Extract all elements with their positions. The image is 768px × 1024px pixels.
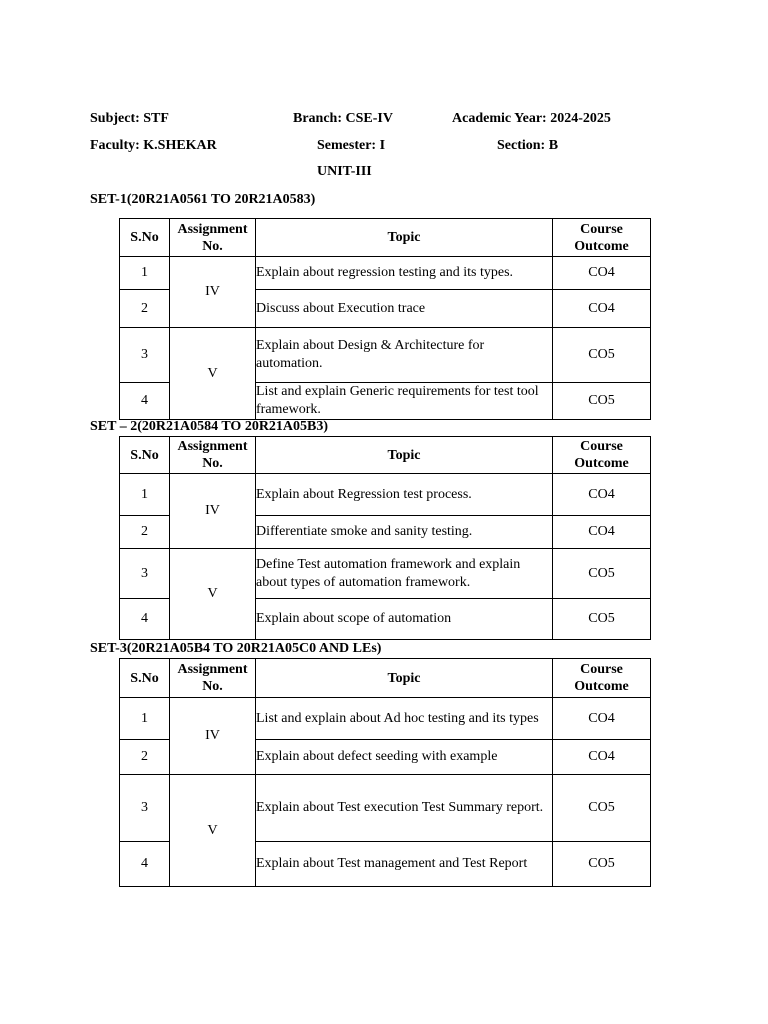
section-label: Section: B bbox=[497, 138, 559, 153]
sno-cell: 4 bbox=[120, 383, 170, 420]
col-topic-header: Topic bbox=[256, 219, 553, 257]
assignment-cell: V bbox=[170, 775, 256, 887]
sno-cell: 2 bbox=[120, 516, 170, 549]
outcome-cell: CO4 bbox=[553, 516, 651, 549]
sno-cell: 2 bbox=[120, 740, 170, 775]
table-row bbox=[120, 257, 651, 290]
table-header-row bbox=[120, 219, 651, 257]
outcome-cell: CO4 bbox=[553, 290, 651, 328]
table-row bbox=[120, 775, 651, 842]
sno-cell: 3 bbox=[120, 775, 170, 842]
topic-cell: Differentiate smoke and sanity testing. bbox=[256, 516, 553, 549]
topic-cell: Discuss about Execution trace bbox=[256, 290, 553, 328]
sno-cell: 1 bbox=[120, 698, 170, 740]
assignment-cell: IV bbox=[170, 257, 256, 328]
table-header-row bbox=[120, 437, 651, 474]
sno-cell: 4 bbox=[120, 842, 170, 887]
topic-cell: Explain about Design & Architecture for automation. bbox=[256, 328, 553, 383]
sno-cell: 4 bbox=[120, 599, 170, 640]
topic-cell: Define Test automation framework and explain about types of automation framework. bbox=[256, 549, 553, 599]
topic-cell: List and explain about Ad hoc testing and its types bbox=[256, 698, 553, 740]
set-3-title: SET-3(20R21A05B4 TO 20R21A05C0 AND LEs) bbox=[90, 641, 382, 656]
sno-cell: 3 bbox=[120, 328, 170, 383]
sno-cell: 3 bbox=[120, 549, 170, 599]
branch-label: Branch: CSE-IV bbox=[293, 111, 393, 126]
topic-cell: Explain about regression testing and its types. bbox=[256, 257, 553, 290]
table-row bbox=[120, 549, 651, 599]
table-header-row bbox=[120, 659, 651, 698]
assignment-cell: IV bbox=[170, 698, 256, 775]
col-topic-header: Topic bbox=[256, 659, 553, 698]
col-outcome-header: Course Outcome bbox=[553, 659, 651, 698]
col-outcome-header: Course Outcome bbox=[553, 437, 651, 474]
topic-cell: Explain about defect seeding with example bbox=[256, 740, 553, 775]
semester-label: Semester: I bbox=[317, 138, 386, 153]
outcome-cell: CO4 bbox=[553, 474, 651, 516]
col-sno-header: S.No bbox=[120, 219, 170, 257]
table-row bbox=[120, 474, 651, 516]
col-topic-header: Topic bbox=[256, 437, 553, 474]
set-1-title: SET-1(20R21A0561 TO 20R21A0583) bbox=[90, 192, 316, 207]
outcome-cell: CO5 bbox=[553, 775, 651, 842]
table-row bbox=[120, 328, 651, 383]
outcome-cell: CO5 bbox=[553, 599, 651, 640]
topic-cell: Explain about scope of automation bbox=[256, 599, 553, 640]
academic-year-label: Academic Year: 2024-2025 bbox=[452, 111, 611, 126]
sno-cell: 1 bbox=[120, 474, 170, 516]
assignment-cell: V bbox=[170, 328, 256, 420]
table-row bbox=[120, 698, 651, 740]
outcome-cell: CO5 bbox=[553, 383, 651, 420]
topic-cell: Explain about Test execution Test Summary report. bbox=[256, 775, 553, 842]
topic-cell: List and explain Generic requirements for test tool framework. bbox=[256, 383, 553, 420]
col-sno-header: S.No bbox=[120, 659, 170, 698]
topic-cell: Explain about Test management and Test Report bbox=[256, 842, 553, 887]
assignment-cell: IV bbox=[170, 474, 256, 549]
set-3-table bbox=[119, 658, 651, 887]
col-assignment-header: Assignment No. bbox=[170, 437, 256, 474]
subject-label: Subject: STF bbox=[90, 111, 169, 126]
outcome-cell: CO5 bbox=[553, 842, 651, 887]
outcome-cell: CO4 bbox=[553, 740, 651, 775]
outcome-cell: CO5 bbox=[553, 549, 651, 599]
unit-label: UNIT-III bbox=[317, 164, 372, 179]
outcome-cell: CO4 bbox=[553, 257, 651, 290]
col-assignment-header: Assignment No. bbox=[170, 219, 256, 257]
set-2-title: SET – 2(20R21A0584 TO 20R21A05B3) bbox=[90, 419, 329, 434]
set-2-table bbox=[119, 436, 651, 640]
sno-cell: 1 bbox=[120, 257, 170, 290]
set-1-table bbox=[119, 218, 651, 420]
outcome-cell: CO5 bbox=[553, 328, 651, 383]
col-sno-header: S.No bbox=[120, 437, 170, 474]
faculty-label: Faculty: K.SHEKAR bbox=[90, 138, 217, 153]
assignment-cell: V bbox=[170, 549, 256, 640]
col-outcome-header: Course Outcome bbox=[553, 219, 651, 257]
sno-cell: 2 bbox=[120, 290, 170, 328]
outcome-cell: CO4 bbox=[553, 698, 651, 740]
col-assignment-header: Assignment No. bbox=[170, 659, 256, 698]
topic-cell: Explain about Regression test process. bbox=[256, 474, 553, 516]
